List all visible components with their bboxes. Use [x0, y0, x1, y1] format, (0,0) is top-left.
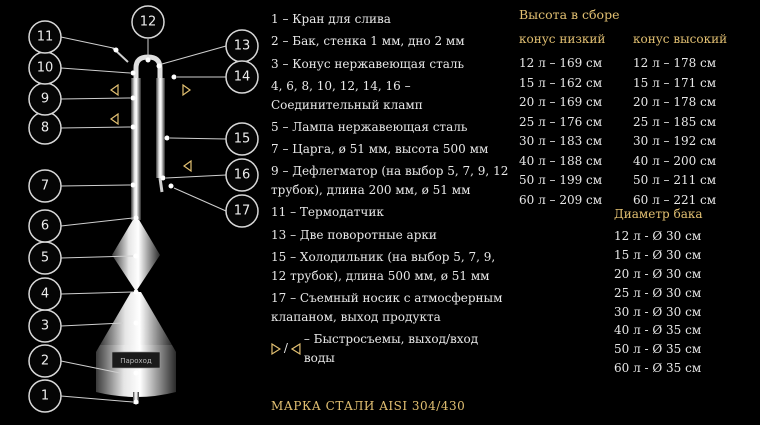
tank-diameter-row: 40 л - Ø 35 см [614, 323, 702, 338]
svg-text:11: 11 [36, 29, 54, 45]
legend-item: 4, 6, 8, 10, 12, 14, 16 – Соединительный кламп [271, 78, 423, 112]
high-cone-header: конус высокий [633, 32, 728, 46]
svg-text:10: 10 [36, 60, 54, 76]
svg-text:6: 6 [40, 218, 50, 234]
distiller-diagram [0, 0, 260, 425]
legend-item: 13 – Две поворотные арки [271, 227, 437, 242]
svg-text:1: 1 [40, 388, 50, 404]
legend-item: 17 – Съемный носик с атмосферным клапаном, выход продукта [271, 291, 503, 324]
callout-2 [29, 345, 61, 377]
svg-text:5: 5 [40, 250, 50, 266]
tank-diameter-row: 15 л - Ø 30 см [614, 247, 702, 262]
tank-diameter-header: Диаметр бака [614, 207, 703, 221]
steel-grade: МАРКА СТАЛИ AISI 304/430 [271, 399, 466, 413]
callout-13 [226, 30, 258, 62]
callout-6 [29, 210, 61, 242]
heights-title: Высота в сборе [519, 7, 620, 22]
high-cone-row: 15 л – 171 см [633, 75, 717, 90]
svg-text:2: 2 [40, 353, 50, 369]
high-cone-row: 20 л – 178 см [633, 95, 717, 109]
low-cone-row: 20 л – 169 см [519, 95, 603, 109]
tank-diameter-row: 30 л - Ø 30 см [614, 304, 702, 319]
quick-connect-out-icon [271, 343, 281, 355]
legend-item: 1 – Кран для слива [271, 12, 391, 26]
low-cone-column [519, 32, 615, 210]
tank-diameter-row: 12 л - Ø 30 см [614, 229, 702, 243]
legend-item: 9 – Дефлегматор (на выбор 5, 7, 9, 12 трубок), длина 200 мм, ø 51 мм [271, 164, 509, 198]
callout-3 [29, 310, 61, 342]
legend-item: 2 – Бак, стенка 1 мм, дно 2 мм [271, 34, 465, 49]
legend-quick-connect [271, 330, 511, 367]
callout-4 [29, 278, 61, 310]
tank-diameter-table [614, 207, 703, 378]
legend-item: 15 – Холодильник (на выбор 5, 7, 9, 12 трубок), длина 500 мм, ø 51 мм [271, 250, 496, 283]
tank-diameter-row: 50 л - Ø 35 см [614, 342, 702, 357]
callout-7 [29, 170, 61, 202]
svg-text:8: 8 [40, 120, 50, 136]
tank-badge: Пароход [120, 357, 152, 365]
high-cone-row: 50 л – 211 см [633, 173, 717, 187]
high-cone-row: 25 л – 185 см [633, 114, 717, 129]
callout-14 [226, 61, 258, 93]
low-cone-header: конус низкий [519, 32, 606, 46]
callout-9 [29, 83, 61, 115]
svg-text:16: 16 [233, 167, 251, 183]
quick-connect-sep: / [283, 341, 288, 356]
condenser [156, 78, 165, 178]
legend-item: 11 – Термодатчик [271, 205, 384, 220]
tank-diameter-row: 25 л - Ø 30 см [614, 285, 702, 300]
tank-diameter-row: 20 л - Ø 30 см [614, 266, 702, 281]
low-cone-row: 12 л – 169 см [519, 56, 603, 70]
low-cone-row: 60 л – 209 см [519, 192, 603, 207]
svg-text:3: 3 [40, 318, 50, 334]
legend-item: 3 – Конус нержавеющая сталь [271, 56, 465, 71]
svg-text:7: 7 [40, 178, 50, 194]
svg-text:9: 9 [40, 91, 50, 107]
callout-5 [29, 242, 61, 274]
svg-text:12: 12 [139, 14, 157, 30]
legend-item: 7 – Царга, ø 51 мм, высота 500 мм [271, 142, 489, 157]
callout-1 [29, 380, 61, 412]
high-cone-row: 12 л – 178 см [633, 56, 717, 70]
assembled-height-table [519, 7, 729, 210]
high-cone-row: 60 л – 221 см [633, 192, 717, 207]
tank-diameter-row: 60 л - Ø 35 см [614, 361, 702, 376]
low-cone-row: 30 л – 183 см [519, 134, 603, 148]
low-cone-row: 25 л – 176 см [519, 114, 603, 129]
high-cone-row: 30 л – 192 см [633, 134, 717, 148]
parts-legend [271, 10, 511, 371]
svg-text:17: 17 [233, 203, 251, 219]
callout-11 [29, 21, 61, 53]
legend-item: 5 – Лампа нержавеющая сталь [271, 119, 468, 134]
quick-connect-label: – Быстросъемы, выход/вход воды [303, 332, 479, 365]
callout-15 [226, 123, 258, 155]
quick-connect-in-icon [291, 343, 301, 355]
callout-8 [29, 112, 61, 144]
cone [100, 292, 172, 345]
svg-text:15: 15 [233, 131, 251, 147]
high-cone-column [633, 32, 729, 210]
svg-text:4: 4 [40, 286, 50, 302]
svg-text:14: 14 [233, 69, 251, 85]
callout-10 [29, 52, 61, 84]
high-cone-row: 40 л – 200 см [633, 153, 717, 168]
low-cone-row: 40 л – 188 см [519, 153, 603, 168]
callout-16 [226, 159, 258, 191]
low-cone-row: 15 л – 162 см [519, 75, 603, 90]
low-cone-row: 50 л – 199 см [519, 173, 603, 187]
callout-12 [132, 6, 164, 38]
svg-text:13: 13 [233, 38, 251, 54]
callout-17 [226, 195, 258, 227]
